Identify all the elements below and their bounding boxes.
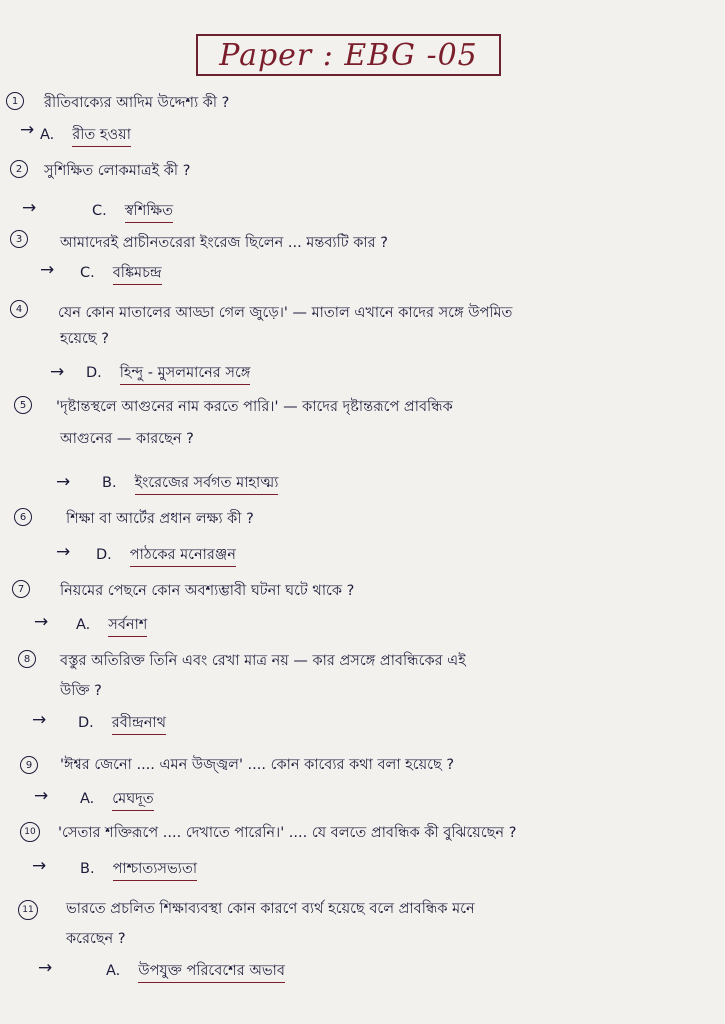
answer-text: স্বশিক্ষিত (125, 203, 173, 223)
answer-option: D. (78, 715, 94, 731)
title-box (196, 34, 501, 76)
question-number: 4 (10, 300, 28, 318)
question-number: 2 (10, 160, 28, 178)
arrow-icon: → (50, 362, 65, 382)
answer-option: A. (40, 127, 55, 143)
question-text: আমাদেরই প্রাচীনতরেরা ইংরেজ ছিলেন ... মন্তব্যটি কার ? (60, 235, 388, 251)
answer-option: C. (92, 203, 107, 219)
question-text: বস্তুর অতিরিক্ত তিনি এবং রেখা মাত্র নয় — কার প্রসঙ্গে প্রাবন্ধিকের এই (60, 653, 466, 669)
question-text: 'দৃষ্টান্তস্থলে আগুনের নাম করতে পারি।' — কাদের দৃষ্টান্তরূপে প্রাবন্ধিক (56, 399, 453, 415)
question-text-continued: করেছেন ? (66, 931, 126, 947)
answer (80, 862, 197, 877)
answer-option: A. (106, 963, 121, 979)
question-text: 'ঈশ্বর জেনো .... এমন উজ্জ্বল' .... কোন কাব্যের কথা বলা হয়েছে ? (60, 757, 455, 773)
answer (80, 266, 162, 281)
answer-option: C. (80, 265, 95, 281)
answer-text: হিন্দু - মুসলমানের সঙ্গে (120, 365, 251, 385)
arrow-icon: → (32, 856, 47, 876)
answer-option: A. (76, 617, 91, 633)
answer-text: পাশ্চাত্যসভ্যতা (113, 861, 198, 881)
arrow-icon: → (20, 120, 35, 140)
question-text-continued: উক্তি ? (60, 683, 102, 699)
arrow-icon: → (22, 198, 37, 218)
question-number: 3 (10, 230, 28, 248)
answer-option: B. (102, 475, 117, 491)
question-number: 6 (14, 508, 32, 526)
arrow-icon: → (56, 542, 71, 562)
question-text: ভারতে প্রচলিত শিক্ষাব্যবস্থা কোন কারণে ব্যর্থ হয়েছে বলে প্রাবন্ধিক মনে (66, 901, 475, 917)
answer (80, 792, 154, 807)
question-text-continued: হয়েছে ? (60, 331, 109, 347)
answer-text: বঙ্কিমচন্দ্র (113, 265, 162, 285)
answer-text: রীত হওয়া (72, 127, 131, 147)
question-text: যেন কোন মাতালের আড্ডা গেল জুড়ে।' — মাতাল এখানে কাদের সঙ্গে উপমিত (58, 305, 513, 321)
arrow-icon: → (40, 260, 55, 280)
question-number: 11 (18, 900, 38, 920)
question-text-continued: আগুনের — কারছেন ? (60, 431, 194, 447)
question-text: শিক্ষা বা আর্টের প্রধান লক্ষ্য কী ? (66, 511, 254, 527)
question-text: নিয়মের পেছনে কোন অবশ্যম্ভাবী ঘটনা ঘটে থাকে ? (60, 583, 355, 599)
question-number: 1 (6, 92, 24, 110)
arrow-icon: → (32, 710, 47, 730)
question-number: 8 (18, 650, 36, 668)
arrow-icon: → (56, 472, 71, 492)
question-number: 7 (12, 580, 30, 598)
answer-option: D. (96, 547, 112, 563)
arrow-icon: → (34, 612, 49, 632)
answer-option: B. (80, 861, 95, 877)
answer (86, 366, 250, 381)
answer-text: উপযুক্ত পরিবেশের অভাব (138, 963, 285, 983)
page-title: Paper : EBG -05 (219, 37, 478, 73)
answer-text: পাঠকের মনোরঞ্জন (130, 547, 236, 567)
answer (106, 964, 285, 979)
answer (96, 548, 236, 563)
arrow-icon: → (38, 958, 53, 978)
answer-text: ইংরেজের সর্বগত মাহাত্ম্য (135, 475, 279, 495)
question-text: 'সেতার শক্তিরূপে .... দেখাতে পারেনি।' .... যে বলতে প্রাবন্ধিক কী বুঝিয়েছেন ? (58, 825, 517, 841)
answer-option: D. (86, 365, 102, 381)
answer-text: সর্বনাশ (108, 617, 147, 637)
answer-text: মেঘদূত (112, 791, 153, 811)
question-number: 10 (20, 822, 40, 842)
answer (78, 716, 166, 731)
arrow-icon: → (34, 786, 49, 806)
question-text: রীতিবাক্যের আদিম উদ্দেশ্য কী ? (44, 95, 230, 111)
answer-text: রবীন্দ্রনাথ (112, 715, 166, 735)
answer (76, 618, 147, 633)
question-number: 9 (20, 756, 38, 774)
answer (40, 128, 131, 143)
question-text: সুশিক্ষিত লোকমাত্রই কী ? (44, 163, 191, 179)
answer (92, 204, 173, 219)
answer-option: A. (80, 791, 95, 807)
answer (102, 476, 278, 491)
question-number: 5 (14, 396, 32, 414)
